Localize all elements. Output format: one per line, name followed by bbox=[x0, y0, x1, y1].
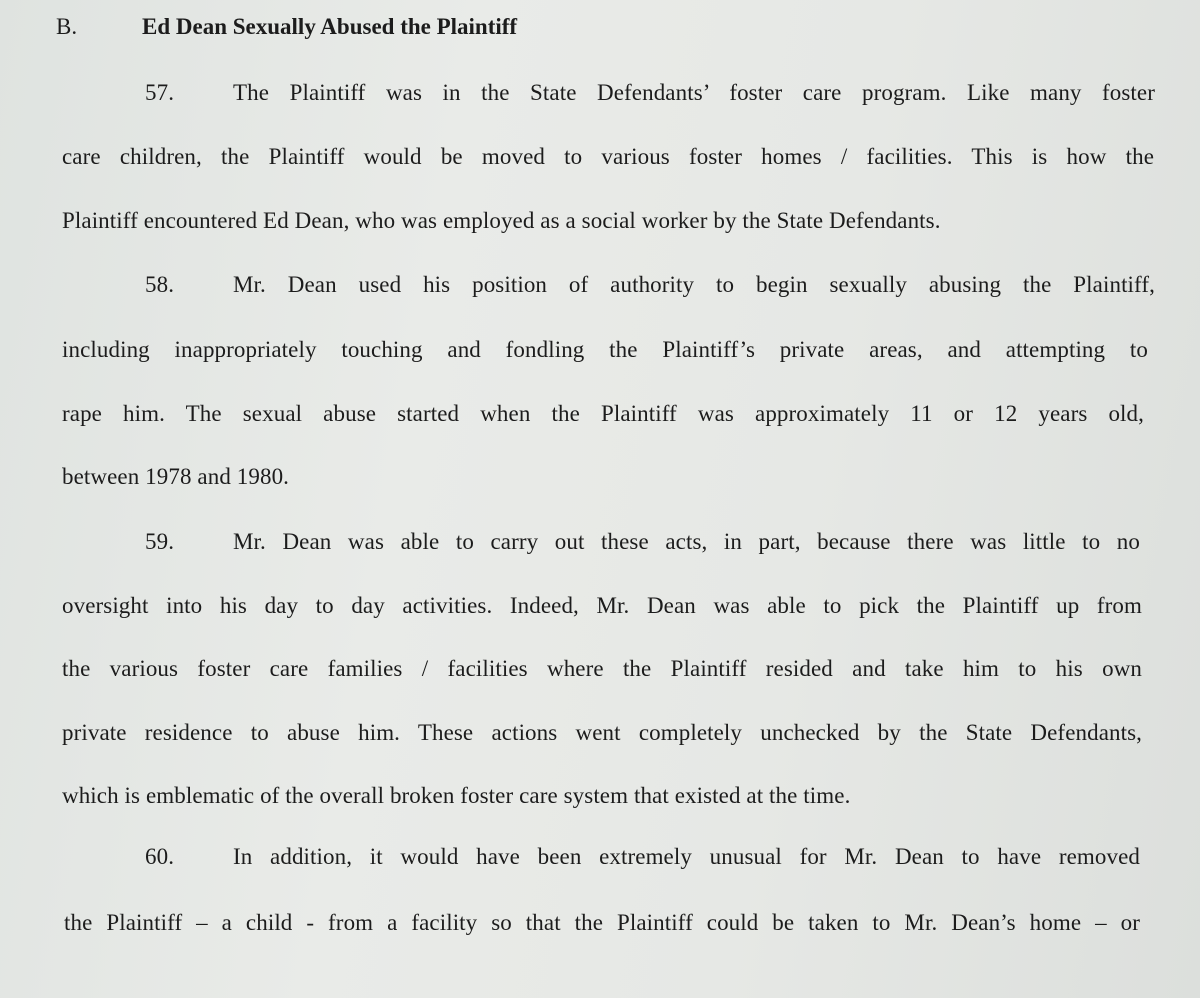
paragraph-59-line-5: which is emblematic of the overall broken foster care system that existed at the time. bbox=[62, 783, 851, 808]
paragraph-text: The Plaintiff was in the State Defendants’ foster care program. Like many foster bbox=[233, 80, 1155, 105]
paragraph-text: Mr. Dean used his position of authority to begin sexually abusing the Plaintiff, bbox=[233, 272, 1155, 297]
paragraph-59-line-2: oversight into his day to day activities. Indeed, Mr. Dean was able to pick the Plaintiff up from bbox=[62, 593, 1142, 618]
paragraph-58-line-2: including inappropriately touching and fondling the Plaintiff’s private areas, and attempting to bbox=[62, 337, 1148, 362]
paragraph-58-line-1 bbox=[145, 270, 1155, 300]
paragraph-58-line-3: rape him. The sexual abuse started when the Plaintiff was approximately 11 or 12 years old, bbox=[62, 401, 1144, 426]
paragraph-text: In addition, it would have been extremely unusual for Mr. Dean to have removed bbox=[233, 844, 1140, 869]
paragraph-57-line-2: care children, the Plaintiff would be moved to various foster homes / facilities. This is how the bbox=[62, 144, 1154, 169]
paragraph-59-line-3: the various foster care families / facilities where the Plaintiff resided and take him to his own bbox=[62, 656, 1142, 681]
paragraph-60-line-2: the Plaintiff – a child - from a facility so that the Plaintiff could be taken to Mr. Dean’s home – or bbox=[64, 910, 1140, 935]
paragraph-58-line-4: between 1978 and 1980. bbox=[62, 464, 290, 489]
paragraph-text: Mr. Dean was able to carry out these acts, in part, because there was little to no bbox=[233, 529, 1140, 554]
paragraph-number: 58. bbox=[145, 272, 175, 297]
paragraph-number: 60. bbox=[145, 844, 175, 869]
paragraph-60-line-1 bbox=[145, 842, 1140, 872]
paragraph-57-line-3: Plaintiff encountered Ed Dean, who was employed as a social worker by the State Defendants. bbox=[62, 208, 941, 233]
paragraph-59-line-1 bbox=[145, 527, 1140, 557]
paragraph-number: 59. bbox=[145, 529, 175, 554]
paragraph-57-line-1 bbox=[145, 78, 1155, 108]
section-title: Ed Dean Sexually Abused the Plaintiff bbox=[142, 14, 518, 39]
paragraph-59-line-4: private residence to abuse him. These actions went completely unchecked by the State Defendants, bbox=[62, 720, 1142, 745]
section-letter: B. bbox=[56, 14, 78, 39]
paragraph-number: 57. bbox=[145, 80, 175, 105]
